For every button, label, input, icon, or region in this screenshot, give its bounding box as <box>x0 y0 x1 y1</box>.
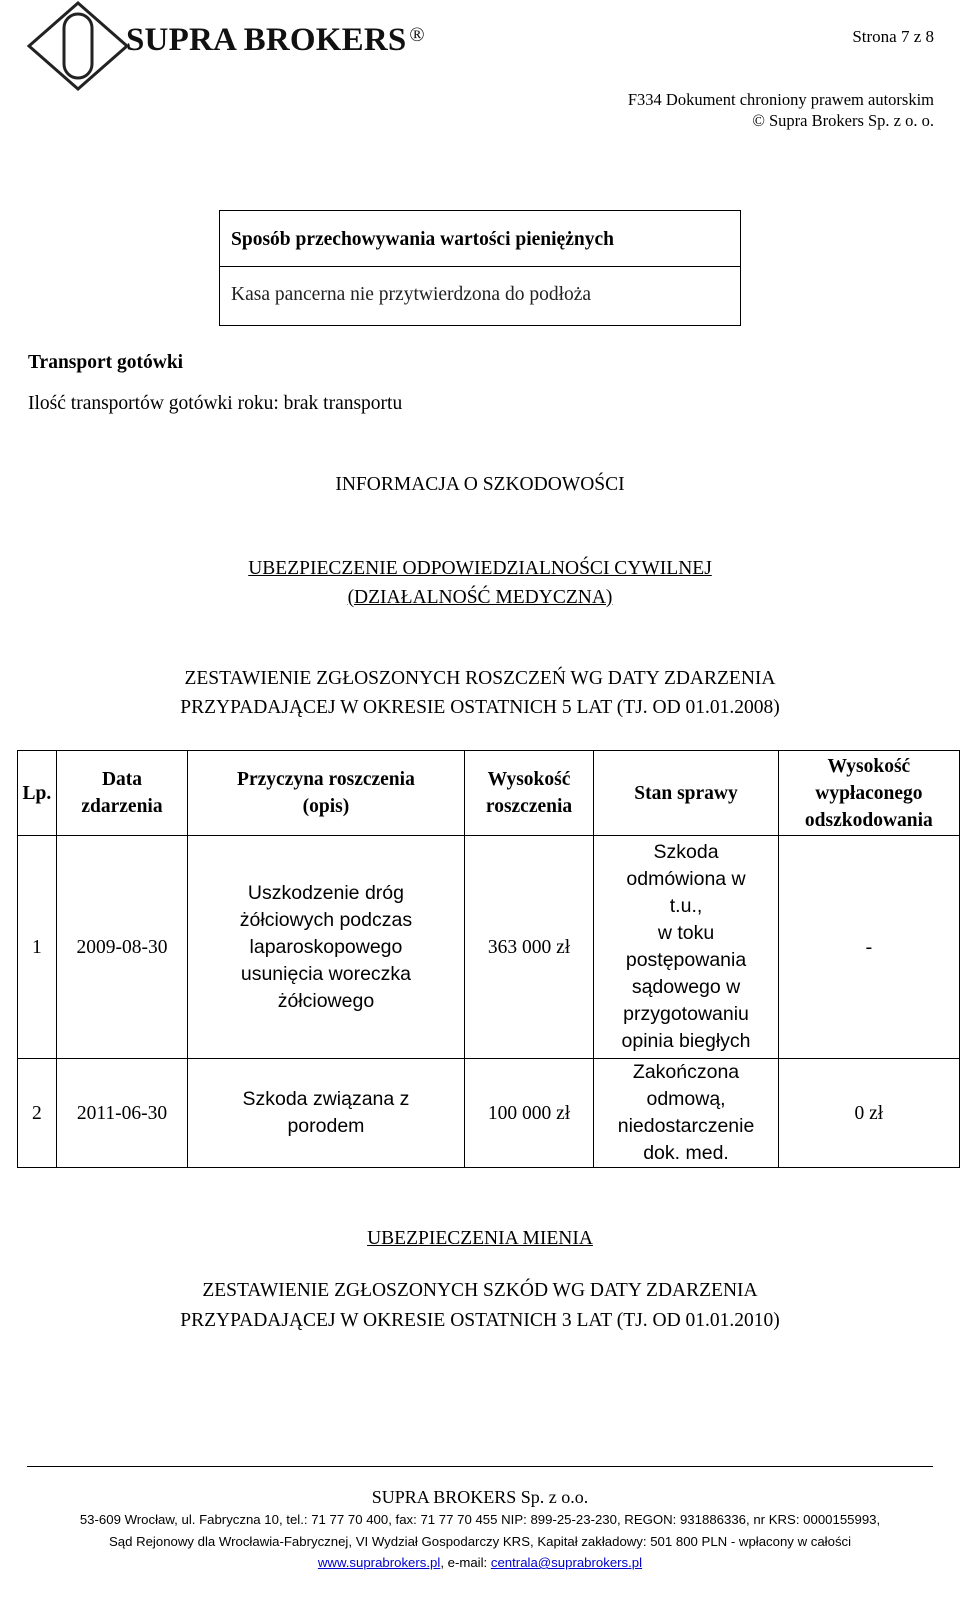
damage-list-heading-line-1: ZESTAWIENIE ZGŁOSZONYCH SZKÓD WG DATY ZDARZENIA <box>202 1280 758 1301</box>
cell-cause: Uszkodzenie dróg żółciowych podczas laparoskopowego usunięcia woreczka żółciowego <box>188 836 465 1059</box>
copyright-line-1: F334 Dokument chroniony prawem autorskim <box>627 90 934 109</box>
cash-storage-box <box>219 210 741 326</box>
property-insurance-heading: UBEZPIECZENIA MIENIA <box>367 1228 593 1249</box>
claims-list-heading-line-1: ZESTAWIENIE ZGŁOSZONYCH ROSZCZEŃ WG DATY ZDARZENIA <box>184 668 776 689</box>
cell-status: Szkoda odmówiona w t.u., w toku postępowania sądowego w przygotowaniu opinia biegłych <box>594 836 778 1059</box>
liability-heading-line-2: (DZIAŁALNOŚĆ MEDYCZNA) <box>347 587 613 608</box>
footer-divider <box>27 1466 933 1467</box>
header-cause: Przyczyna roszczenia (opis) <box>188 751 465 836</box>
footer-registration: Sąd Rejonowy dla Wrocławia-Fabrycznej, VI Wydział Gospodarczy KRS, Kapitał zakładowy: 501 800 PLN - wpłacony w całości <box>108 1534 852 1549</box>
copyright-note <box>628 89 934 131</box>
cell-status: Zakończona odmową, niedostarczenie dok. med. <box>594 1059 778 1168</box>
table-row <box>18 1059 960 1168</box>
cell-date: 2011-06-30 <box>56 1059 187 1168</box>
cash-storage-title: Sposób przechowywania wartości pieniężnych <box>220 211 740 267</box>
cell-paid-amount: 0 zł <box>778 1059 959 1168</box>
cell-paid-amount: - <box>778 836 959 1059</box>
header-status: Stan sprawy <box>594 751 778 836</box>
page-number: Strona 7 z 8 <box>852 27 934 46</box>
header-date: Data zdarzenia <box>56 751 187 836</box>
header-lp: Lp. <box>18 751 57 836</box>
claims-info-heading: INFORMACJA O SZKODOWOŚCI <box>335 474 625 495</box>
header-paid-amount: Wysokość wypłaconego odszkodowania <box>778 751 959 836</box>
email-label: , e-mail: <box>440 1555 491 1570</box>
footer-company: SUPRA BROKERS Sp. z o.o. <box>371 1487 589 1507</box>
cell-claim-amount: 363 000 zł <box>464 836 594 1059</box>
cell-claim-amount: 100 000 zł <box>464 1059 594 1168</box>
footer-contact <box>0 1555 960 1570</box>
brand-name: SUPRA BROKERS ® <box>126 22 425 58</box>
cell-date: 2009-08-30 <box>56 836 187 1059</box>
cash-storage-value: Kasa pancerna nie przytwierdzona do podłoża <box>231 284 592 305</box>
table-header-row <box>18 751 960 836</box>
cell-lp: 1 <box>18 836 57 1059</box>
claims-table <box>17 750 960 1168</box>
footer-address: 53-609 Wrocław, ul. Fabryczna 10, tel.: 71 77 70 400, fax: 71 77 70 455 NIP: 899-25-23-230, REGON: 931886336, nr KRS: 0000155993, <box>79 1512 881 1527</box>
cash-transport-title: Transport gotówki <box>28 352 184 373</box>
damage-list-heading-line-2: PRZYPADAJĄCEJ W OKRESIE OSTATNICH 3 LAT (TJ. OD 01.01.2010) <box>180 1310 780 1331</box>
header-claim-amount: Wysokość roszczenia <box>464 751 594 836</box>
email-link[interactable]: centrala@suprabrokers.pl <box>490 1555 643 1570</box>
table-row <box>18 836 960 1059</box>
registered-mark: ® <box>409 24 425 46</box>
cell-lp: 2 <box>18 1059 57 1168</box>
cell-cause: Szkoda związana z porodem <box>188 1059 465 1168</box>
copyright-line-2: © Supra Brokers Sp. z o. o. <box>752 111 934 130</box>
liability-heading-line-1: UBEZPIECZENIE ODPOWIEDZIALNOŚCI CYWILNEJ <box>248 558 712 579</box>
supra-brokers-logo-icon <box>26 0 130 92</box>
cash-transport-count: Ilość transportów gotówki roku: brak transportu <box>28 393 403 414</box>
claims-list-heading-line-2: PRZYPADAJĄCEJ W OKRESIE OSTATNICH 5 LAT (TJ. OD 01.01.2008) <box>180 697 780 718</box>
website-link[interactable]: www.suprabrokers.pl <box>317 1555 441 1570</box>
